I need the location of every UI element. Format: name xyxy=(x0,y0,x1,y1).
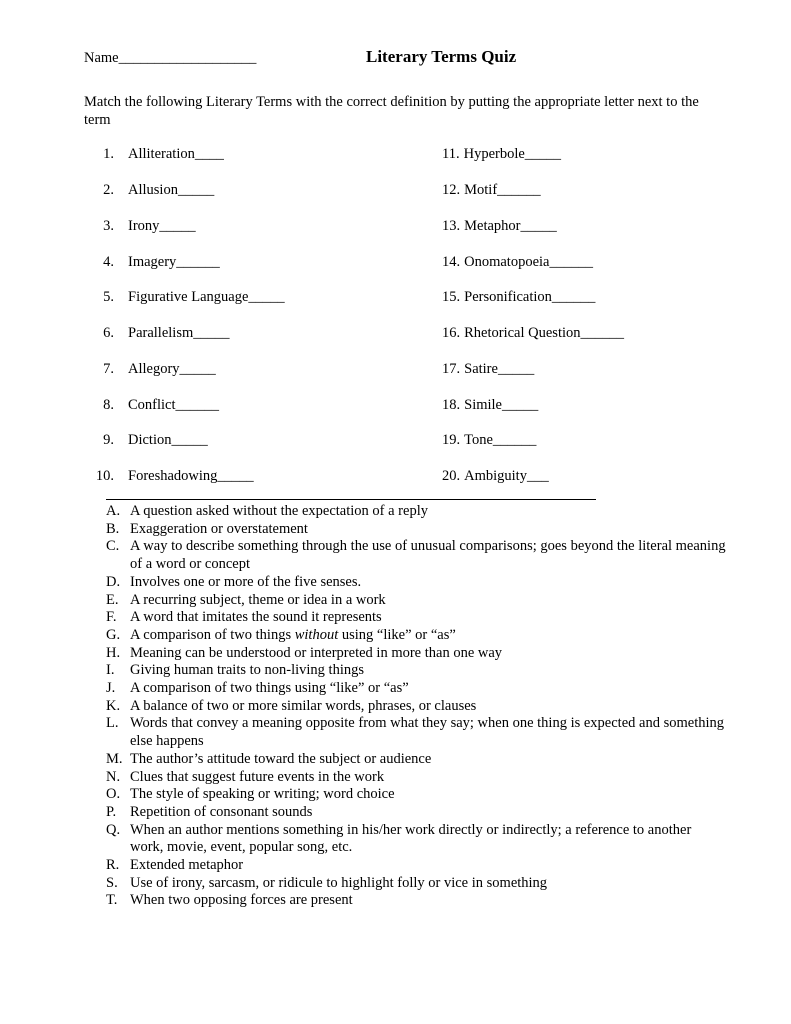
term-number: 1. xyxy=(103,146,114,162)
definition-text: A balance of two or more similar words, phrases, or clauses xyxy=(130,697,477,714)
term-item[interactable] xyxy=(442,182,541,199)
definition-item xyxy=(106,609,726,627)
term-label: Tone______ xyxy=(464,432,537,448)
term-item[interactable] xyxy=(92,146,224,163)
definition-item xyxy=(106,592,726,610)
term-number: 8. xyxy=(103,397,114,413)
term-label: Alliteration____ xyxy=(128,146,224,162)
term-label: Personification______ xyxy=(464,289,596,305)
definition-text: When an author mentions something in his/her work directly or indirectly; a reference to another work, movie, event, popular song, etc. xyxy=(130,821,692,856)
definition-letter: Q. xyxy=(106,821,121,838)
name-field-label[interactable]: Name___________________ xyxy=(84,50,257,66)
definition-item xyxy=(106,645,726,663)
term-label: Parallelism_____ xyxy=(128,325,230,341)
definition-letter: L. xyxy=(106,715,119,732)
definition-item xyxy=(106,751,726,769)
term-label: Conflict______ xyxy=(128,397,220,413)
term-label: Foreshadowing_____ xyxy=(128,468,254,484)
term-label: Allusion_____ xyxy=(128,182,215,198)
term-item[interactable] xyxy=(92,361,216,378)
term-number: 11. xyxy=(442,146,460,162)
term-item[interactable] xyxy=(442,254,593,271)
term-item[interactable] xyxy=(92,468,254,485)
term-item[interactable] xyxy=(442,397,538,414)
definition-letter: O. xyxy=(106,786,121,803)
definition-text: A recurring subject, theme or idea in a work xyxy=(130,591,386,608)
definition-item xyxy=(106,662,726,680)
term-item[interactable] xyxy=(442,361,534,378)
definition-letter: G. xyxy=(106,626,121,643)
term-label: Hyperbole_____ xyxy=(463,146,562,162)
definition-text: Exaggeration or overstatement xyxy=(130,520,308,537)
definition-text: When two opposing forces are present xyxy=(130,892,353,909)
term-item[interactable] xyxy=(442,325,624,342)
term-item[interactable] xyxy=(92,218,196,235)
term-number: 10. xyxy=(95,468,114,484)
term-label: Metaphor_____ xyxy=(464,218,557,234)
definition-item xyxy=(106,503,726,521)
definition-text: A word that imitates the sound it represents xyxy=(130,609,382,626)
term-number: 5. xyxy=(103,289,114,305)
definition-text: Giving human traits to non-living things xyxy=(130,662,365,679)
definition-text: The author’s attitude toward the subject or audience xyxy=(130,750,432,767)
definition-text: Meaning can be understood or interpreted in more than one way xyxy=(130,644,503,661)
term-label: Imagery______ xyxy=(128,254,220,270)
definition-item xyxy=(106,857,726,875)
term-item[interactable] xyxy=(442,432,536,449)
definition-item xyxy=(106,627,726,645)
definition-item xyxy=(106,715,726,750)
definition-letter: B. xyxy=(106,520,120,537)
definition-letter: P. xyxy=(106,803,117,820)
definition-item xyxy=(106,698,726,716)
term-number: 15. xyxy=(442,289,461,305)
definition-text xyxy=(130,627,726,645)
term-item[interactable] xyxy=(92,182,214,199)
term-item[interactable] xyxy=(442,146,561,163)
term-label: Rhetorical Question______ xyxy=(464,325,625,341)
definitions-list xyxy=(106,503,726,910)
definition-letter: I. xyxy=(106,662,115,679)
term-number: 19. xyxy=(442,432,461,448)
term-label: Irony_____ xyxy=(128,218,196,234)
definition-text: Clues that suggest future events in the work xyxy=(130,768,385,785)
term-number: 20. xyxy=(442,468,461,484)
definition-text: Involves one or more of the five senses. xyxy=(130,573,362,590)
term-item[interactable] xyxy=(92,432,208,449)
definition-letter: D. xyxy=(106,573,121,590)
term-item[interactable] xyxy=(92,289,285,306)
definition-text-emphasis: without xyxy=(294,626,339,643)
term-label: Simile_____ xyxy=(464,397,539,413)
definition-text: A way to describe something through the use of unusual comparisons; goes beyond the literal meaning of a word or concept xyxy=(130,538,726,573)
term-label: Allegory_____ xyxy=(128,361,216,377)
definition-text: Extended metaphor xyxy=(130,857,244,874)
term-label: Figurative Language_____ xyxy=(128,289,285,305)
term-item[interactable] xyxy=(442,468,549,485)
page-title: Literary Terms Quiz xyxy=(366,47,517,66)
term-item[interactable] xyxy=(92,325,230,342)
term-label: Ambiguity___ xyxy=(464,468,549,484)
definition-letter: N. xyxy=(106,768,121,785)
definition-text: Use of irony, sarcasm, or ridicule to highlight folly or vice in something xyxy=(130,874,548,891)
definition-item xyxy=(106,769,726,787)
definition-text: Words that convey a meaning opposite from what they say; when one thing is expected and something else happens xyxy=(130,715,724,750)
definition-item xyxy=(106,680,726,698)
term-number: 9. xyxy=(103,432,114,448)
definition-text: A question asked without the expectation of a reply xyxy=(130,503,428,519)
definition-letter: T. xyxy=(106,892,118,909)
instructions: Match the following Literary Terms with the correct definition by putting the appropriate letter next to the term xyxy=(84,94,699,128)
definition-item xyxy=(106,822,726,857)
term-label: Onomatopoeia______ xyxy=(464,254,593,270)
divider xyxy=(106,499,596,500)
definition-letter: C. xyxy=(106,538,120,555)
term-label: Motif______ xyxy=(464,182,541,198)
term-item[interactable] xyxy=(92,254,220,271)
definition-letter: A. xyxy=(106,503,121,519)
term-number: 16. xyxy=(442,325,461,341)
term-number: 18. xyxy=(442,397,461,413)
term-number: 2. xyxy=(103,182,114,198)
definition-letter: H. xyxy=(106,644,121,661)
definition-item xyxy=(106,786,726,804)
term-number: 12. xyxy=(442,182,461,198)
definition-item xyxy=(106,538,726,573)
definition-item xyxy=(106,804,726,822)
term-number: 4. xyxy=(103,254,114,270)
definition-letter: E. xyxy=(106,591,119,608)
definition-letter: J. xyxy=(106,680,116,697)
term-number: 6. xyxy=(103,325,114,341)
term-number: 3. xyxy=(103,218,114,234)
definition-letter: M. xyxy=(106,750,123,767)
term-label: Satire_____ xyxy=(464,361,535,377)
term-number: 7. xyxy=(103,361,114,377)
term-number: 17. xyxy=(442,361,461,377)
definition-item xyxy=(106,875,726,893)
term-item[interactable] xyxy=(442,289,595,306)
definition-text-part: A comparison of two things xyxy=(130,626,295,643)
definition-letter: S. xyxy=(106,874,118,891)
definition-item xyxy=(106,574,726,592)
definition-letter: F. xyxy=(106,609,117,626)
definition-text-part: using “like” or “as” xyxy=(338,626,456,643)
definition-text: The style of speaking or writing; word choice xyxy=(130,786,395,803)
definition-item xyxy=(106,521,726,539)
term-item[interactable] xyxy=(92,397,219,414)
definition-letter: K. xyxy=(106,697,121,714)
term-item[interactable] xyxy=(442,218,557,235)
term-number: 13. xyxy=(442,218,461,234)
definition-item xyxy=(106,892,726,910)
term-label: Diction_____ xyxy=(128,432,208,448)
definition-text: Repetition of consonant sounds xyxy=(130,803,313,820)
term-number: 14. xyxy=(442,254,461,270)
definition-text: A comparison of two things using “like” or “as” xyxy=(130,680,409,697)
definition-letter: R. xyxy=(106,857,120,874)
